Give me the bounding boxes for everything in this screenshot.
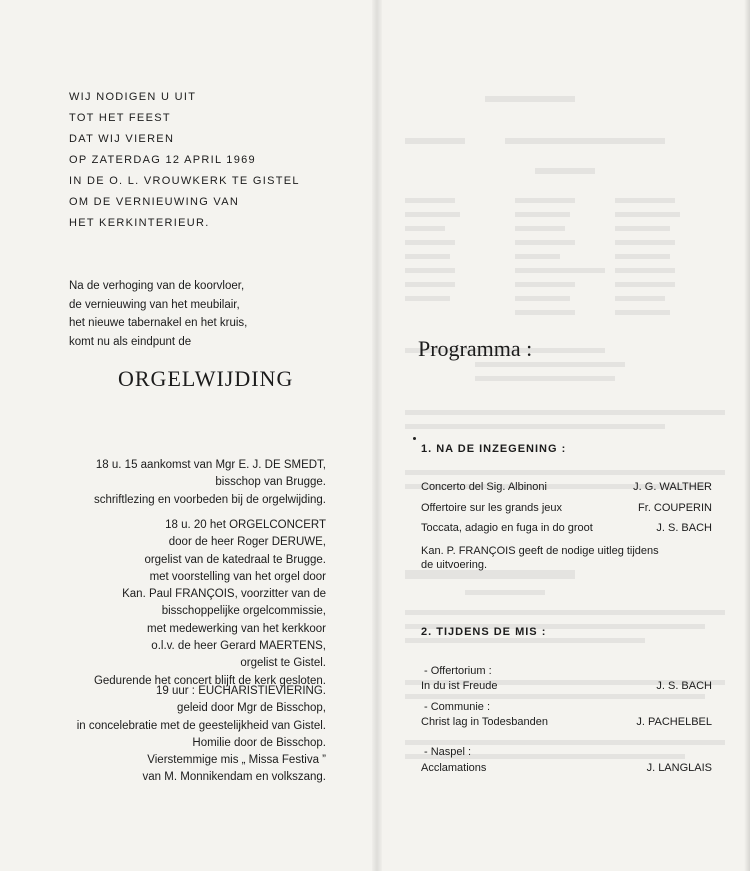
concert-block [94, 517, 326, 690]
program-composer: J. G. WALTHER [633, 481, 712, 493]
intro-line: Na de verhoging van de koorvloer, [69, 280, 245, 292]
intro-line: komt nu als eindpunt de [69, 335, 192, 348]
fold-line [372, 0, 382, 871]
invitation-line: IN DE O. L. VROUWKERK TE GISTEL [69, 175, 300, 187]
program-piece: Offertoire sur les grands jeux [421, 502, 563, 514]
schedule-line: orgelist van de katedraal te Brugge. [144, 553, 326, 566]
program-piece: Concerto del Sig. Albinoni [421, 481, 547, 493]
program-piece: Christ lag in Todesbanden [421, 716, 548, 728]
program-part: - Naspel : [424, 746, 472, 758]
schedule-line: met medewerking van het kerkkoor [147, 622, 326, 635]
print-dot [413, 437, 416, 440]
program-part: - Offertorium : [424, 665, 492, 677]
program-part: - Communie : [424, 701, 491, 713]
section2-title: 2. TIJDENS DE MIS : [421, 626, 547, 638]
schedule-line: Gedurende het concert blijft de kerk gesloten. [93, 674, 326, 687]
schedule-line: door de heer Roger DERUWE, [168, 536, 326, 549]
page-edge-shadow [744, 0, 750, 871]
schedule-line: orgelist te Gistel. [240, 657, 326, 670]
program-composer: J. LANGLAIS [646, 762, 712, 774]
schedule-line: met voorstelling van het orgel door [149, 570, 326, 583]
eucharist-block [77, 683, 326, 787]
program-piece: Acclamations [421, 762, 487, 774]
program-heading: Programma : [418, 336, 533, 361]
invitation-line: TOT HET FEEST [69, 112, 171, 124]
section1-title: 1. NA DE INZEGENING : [421, 443, 567, 455]
schedule-line: geleid door Mgr de Bisschop, [177, 702, 326, 715]
program-piece: Toccata, adagio en fuga in do groot [421, 522, 593, 534]
invitation-block [69, 87, 300, 234]
schedule-line: 18 u. 20 het ORGELCONCERT [165, 519, 326, 531]
intro-line: de vernieuwing van het meubilair, [69, 298, 240, 311]
intro-line: het nieuwe tabernakel en het kruis, [69, 317, 248, 329]
invitation-line: OP ZATERDAG 12 APRIL 1969 [69, 154, 256, 166]
program-composer: J. PACHELBEL [636, 716, 712, 728]
invitation-line: WIJ NODIGEN U UIT [69, 91, 197, 103]
invitation-line: HET KERKINTERIEUR. [69, 217, 210, 229]
arrival-block [94, 457, 326, 509]
program-note-line: Kan. P. FRANÇOIS geeft de nodige uitleg tijdens [421, 545, 659, 557]
event-title: ORGELWIJDING [118, 366, 294, 391]
schedule-line: schriftlezing en voorbeden bij de orgelwijding. [93, 493, 326, 506]
program-composer: Fr. COUPERIN [638, 502, 712, 514]
intro-block [69, 277, 247, 351]
schedule-line: bisschoppelijke orgelcommissie, [161, 605, 326, 618]
program-composer: J. S. BACH [656, 680, 712, 692]
invitation-line: DAT WIJ VIEREN [69, 133, 175, 145]
schedule-line: in concelebratie met de geestelijkheid van Gistel. [76, 719, 326, 732]
schedule-line: bisschop van Brugge. [215, 476, 326, 489]
schedule-line: 18 u. 15 aankomst van Mgr E. J. DE SMEDT, [95, 459, 326, 471]
schedule-line: Kan. Paul FRANÇOIS, voorzitter van de [122, 588, 326, 601]
schedule-line: Homilie door de Bisschop. [192, 736, 326, 749]
program-piece: In du ist Freude [421, 680, 498, 692]
program-note-line: de uitvoering. [421, 559, 488, 571]
schedule-line: o.l.v. de heer Gerard MAERTENS, [151, 640, 326, 653]
program-composer: J. S. BACH [656, 522, 712, 534]
invitation-line: OM DE VERNIEUWING VAN [69, 196, 240, 208]
schedule-line: 19 uur : EUCHARISTIEVIERING. [156, 685, 326, 697]
schedule-line: van M. Monnikendam en volkszang. [142, 771, 326, 784]
schedule-line: Vierstemmige mis „ Missa Festiva ” [147, 754, 326, 767]
